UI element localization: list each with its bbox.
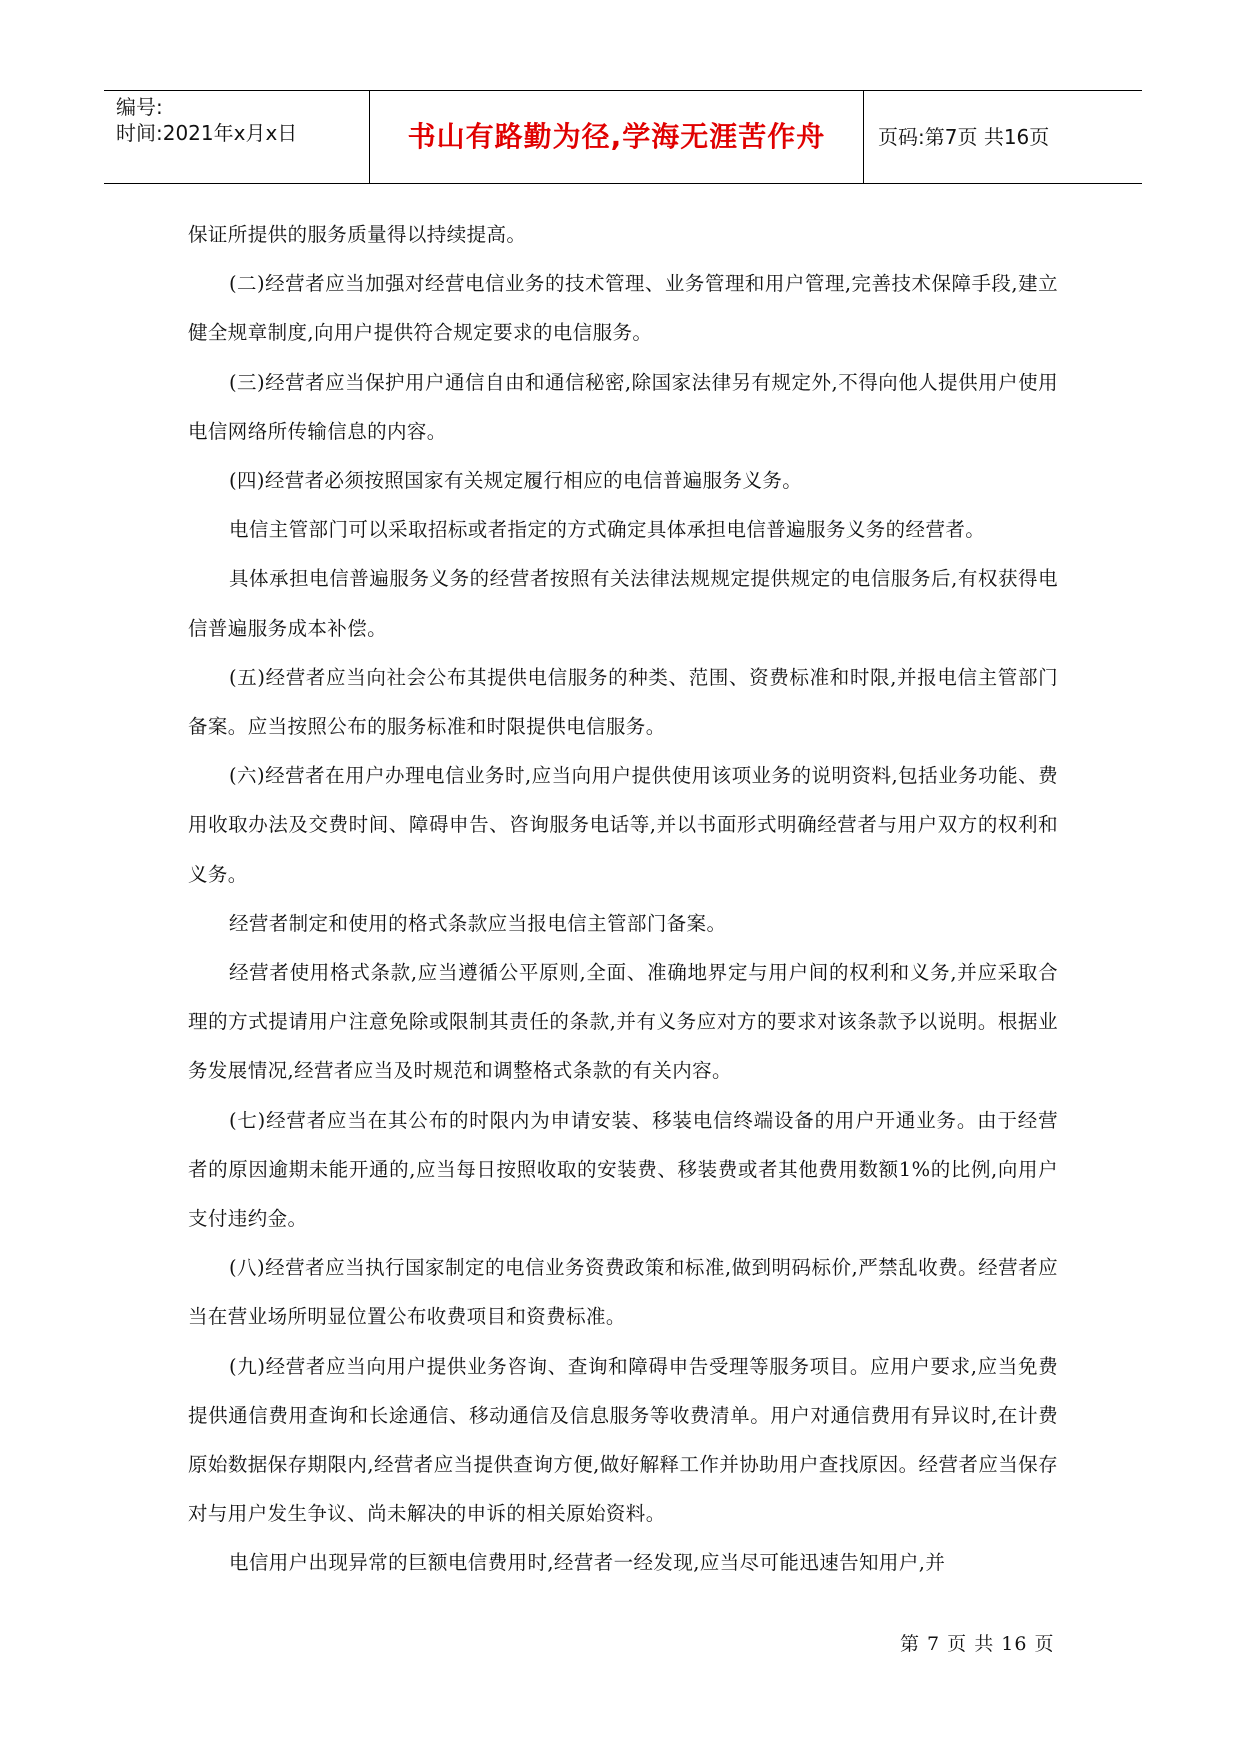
document-header (104, 90, 1142, 184)
paragraph: (五)经营者应当向社会公布其提供电信服务的种类、范围、资费标准和时限,并报电信主管部门备案。应当按照公布的服务标准和时限提供电信服务。 (188, 665, 1058, 739)
paragraph: 电信主管部门可以采取招标或者指定的方式确定具体承担电信普遍服务义务的经营者。 (228, 518, 986, 542)
document-body (188, 210, 1058, 1588)
paragraph: (八)经营者应当执行国家制定的电信业务资费政策和标准,做到明码标价,严禁乱收费。经营者应当在营业场所明显位置公布收费项目和资费标准。 (188, 1256, 1058, 1329)
header-slogan-cell (370, 91, 864, 183)
paragraph: (二)经营者应当加强对经营电信业务的技术管理、业务管理和用户管理,完善技术保障手段,建立健全规章制度,向用户提供符合规定要求的电信服务。 (188, 272, 1058, 345)
paragraph: (四)经营者必须按照国家有关规定履行相应的电信普遍服务义务。 (228, 469, 803, 493)
header-page-number: 页码:第7页 共16页 (878, 125, 1050, 149)
time-label: 时间:2021年x月x日 (116, 121, 298, 145)
page-footer: 第 7 页 共 16 页 (900, 1633, 1055, 1655)
paragraph: (九)经营者应当向用户提供业务咨询、查询和障碍申告受理等服务项目。应用户要求,应当免费提供通信费用查询和长途通信、移动通信及信息服务等收费清单。用户对通信费用有异议时,在计费原始数据保存期限内,经营者应当提供查询方便,做好解释工作并协助用户查找原因。经营者应当保存对与用户发生争议、尚未解决的申诉的相关原始资料。 (188, 1354, 1058, 1526)
header-slogan: 书山有路勤为径,学海无涯苦作舟 (407, 120, 826, 153)
paragraph: 电信用户出现异常的巨额电信费用时,经营者一经发现,应当尽可能迅速告知用户,并 (228, 1551, 946, 1575)
paragraph: 具体承担电信普遍服务义务的经营者按照有关法律法规规定提供规定的电信服务后,有权获得电信普遍服务成本补偿。 (188, 567, 1058, 640)
header-meta-cell (104, 91, 370, 183)
paragraph: 经营者使用格式条款,应当遵循公平原则,全面、准确地界定与用户间的权利和义务,并应采取合理的方式提请用户注意免除或限制其责任的条款,并有义务应对方的要求对该条款予以说明。根据业务发展情况,经营者应当及时规范和调整格式条款的有关内容。 (188, 961, 1058, 1083)
paragraph: 经营者制定和使用的格式条款应当报电信主管部门备案。 (228, 911, 727, 935)
header-page-cell (864, 91, 1142, 183)
serial-number-label: 编号: (116, 95, 163, 119)
paragraph: 保证所提供的服务质量得以持续提高。 (188, 223, 527, 246)
paragraph: (三)经营者应当保护用户通信自由和通信秘密,除国家法律另有规定外,不得向他人提供用户使用电信网络所传输信息的内容。 (188, 370, 1058, 443)
paragraph: (七)经营者应当在其公布的时限内为申请安装、移装电信终端设备的用户开通业务。由于经营者的原因逾期未能开通的,应当每日按照收取的安装费、移装费或者其他费用数额1%的比例,向用户支付违约金。 (188, 1108, 1058, 1231)
paragraph: (六)经营者在用户办理电信业务时,应当向用户提供使用该项业务的说明资料,包括业务功能、费用收取办法及交费时间、障碍申告、咨询服务电话等,并以书面形式明确经营者与用户双方的权利和义务。 (188, 764, 1058, 886)
